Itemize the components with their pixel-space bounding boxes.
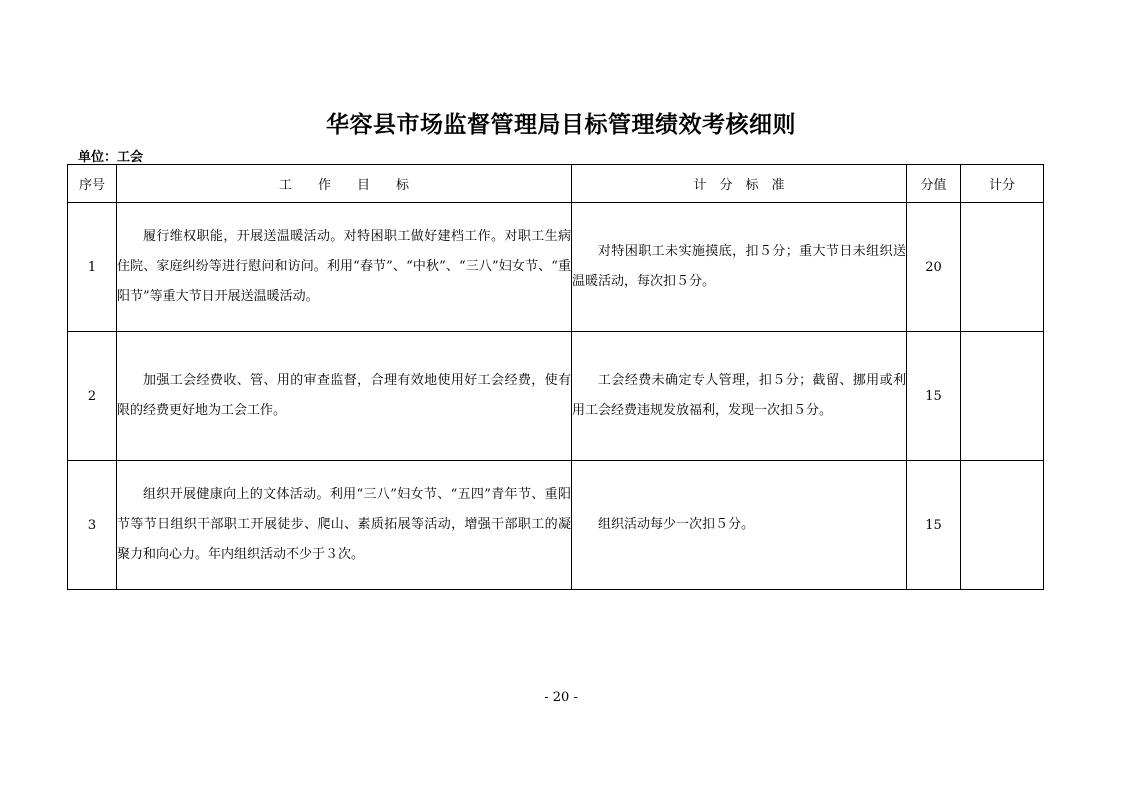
table-row (68, 461, 1044, 590)
row-goal: 组织开展健康向上的文体活动。利用“三八”妇女节、“五四”青年节、重阳节等节日组织干部职工开展徒步、爬山、素质拓展等活动，增强干部职工的凝聚力和向心力。年内组织活动不少于３次。 (117, 461, 572, 590)
row-standard: 组织活动每少一次扣５分。 (572, 461, 907, 590)
row-standard: 对特困职工未实施摸底，扣５分；重大节日未组织送温暖活动，每次扣５分。 (572, 203, 907, 332)
row-goal: 履行维权职能，开展送温暖活动。对特困职工做好建档工作。对职工生病住院、家庭纠纷等进行慰问和访问。利用“春节”、“中秋”、“三八”妇女节、“重阳节”等重大节日开展送温暖活动。 (117, 203, 572, 332)
page-title: 华容县市场监督管理局目标管理绩效考核细则 (326, 112, 796, 138)
row-points (961, 203, 1044, 332)
table-row (68, 203, 1044, 332)
unit-label: 单位：工会 (78, 150, 144, 165)
row-number: 1 (68, 203, 117, 332)
header-score: 分值 (907, 165, 961, 203)
row-number: 3 (68, 461, 117, 590)
header-num: 序号 (68, 165, 117, 203)
page-number: - 20 - (544, 690, 578, 705)
row-points (961, 332, 1044, 461)
table-header-row (68, 165, 1044, 203)
row-standard: 工会经费未确定专人管理，扣５分；截留、挪用或利用工会经费违规发放福利，发现一次扣５分。 (572, 332, 907, 461)
header-goal: 工 作 目 标 (117, 165, 572, 203)
row-score: 20 (907, 203, 961, 332)
header-points: 计分 (961, 165, 1044, 203)
header-standard: 计 分 标 准 (572, 165, 907, 203)
assessment-table (67, 164, 1044, 590)
row-goal: 加强工会经费收、管、用的审查监督，合理有效地使用好工会经费，使有限的经费更好地为工会工作。 (117, 332, 572, 461)
row-number: 2 (68, 332, 117, 461)
row-score: 15 (907, 332, 961, 461)
row-score: 15 (907, 461, 961, 590)
row-points (961, 461, 1044, 590)
table-row (68, 332, 1044, 461)
